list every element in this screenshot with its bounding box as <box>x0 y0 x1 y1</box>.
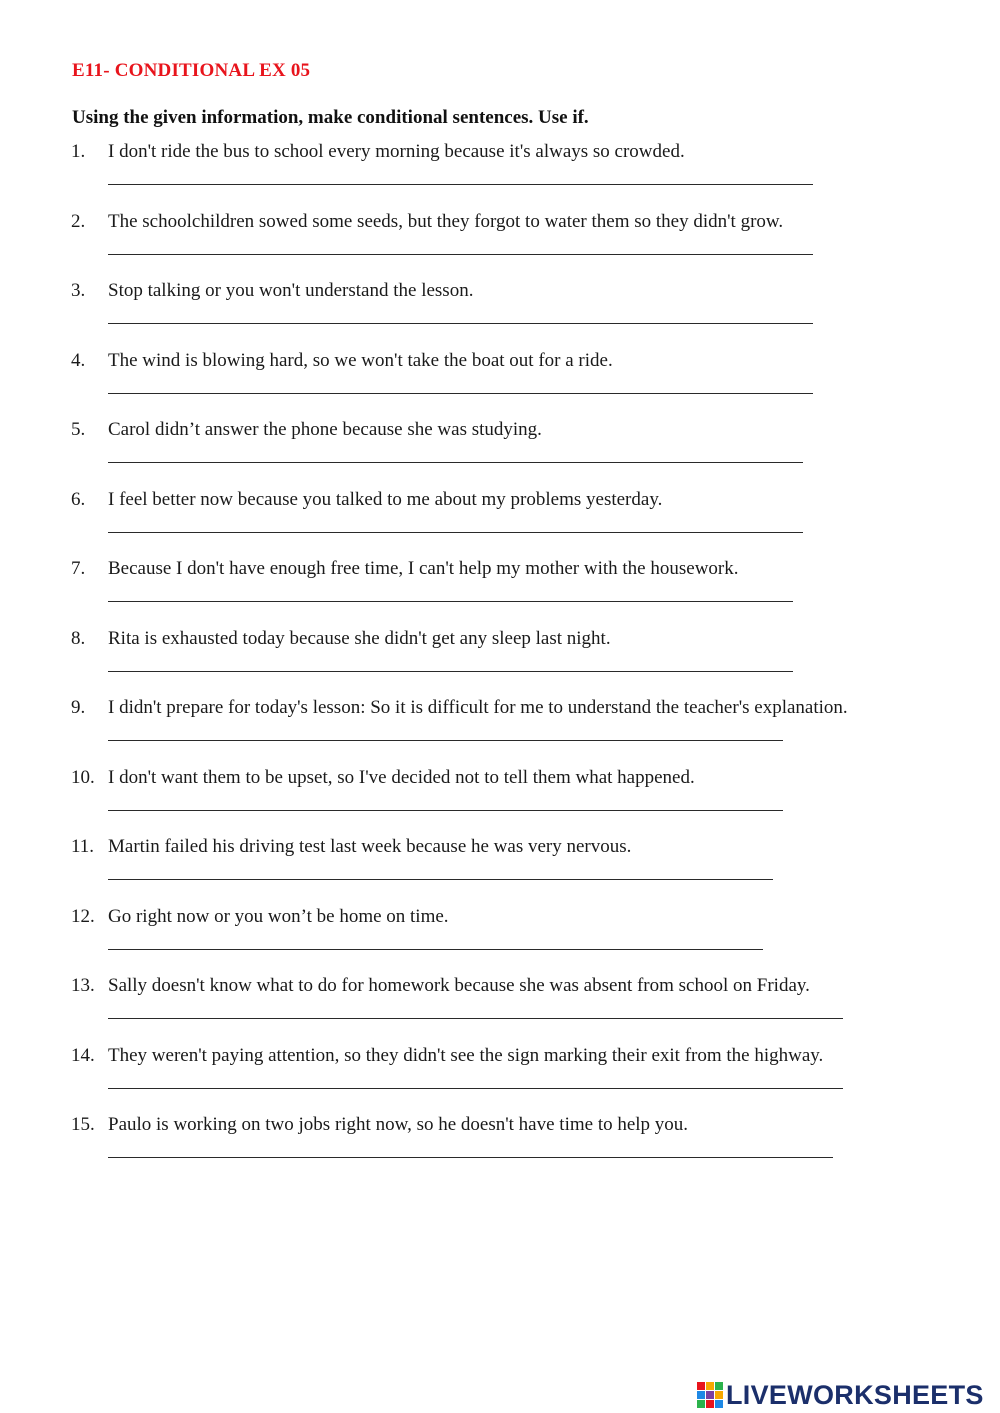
question-item <box>0 489 1000 549</box>
question-item <box>0 419 1000 479</box>
question-number: 5. <box>71 419 86 440</box>
logo-square <box>697 1400 705 1408</box>
question-text: I didn't prepare for today's lesson: So it is difficult for me to understand the teacher's explanation. <box>108 697 848 718</box>
question-text: Paulo is working on two jobs right now, so he doesn't have time to help you. <box>108 1114 689 1135</box>
answer-line[interactable] <box>108 601 793 602</box>
answer-line[interactable] <box>108 1018 843 1019</box>
question-text: I feel better now because you talked to me about my problems yesterday. <box>108 488 663 510</box>
question-text: The schoolchildren sowed some seeds, but they forgot to water them so they didn't grow. <box>108 210 784 232</box>
answer-line[interactable] <box>108 671 793 672</box>
question-text: The wind is blowing hard, so we won't take the boat out for a ride. <box>108 349 613 371</box>
answer-line[interactable] <box>108 184 813 185</box>
answer-line[interactable] <box>108 323 813 324</box>
question-text: Stop talking or you won't understand the lesson. <box>108 280 474 301</box>
logo-square <box>715 1382 723 1390</box>
question-item <box>0 141 1000 201</box>
logo-square <box>706 1400 714 1408</box>
liveworksheets-logo <box>697 1378 984 1412</box>
question-text: I don't ride the bus to school every morning because it's always so crowded. <box>108 141 685 162</box>
question-number: 2. <box>71 210 86 232</box>
logo-square <box>706 1382 714 1390</box>
answer-line[interactable] <box>108 879 773 880</box>
question-text: Rita is exhausted today because she didn't get any sleep last night. <box>108 627 611 649</box>
logo-square <box>697 1391 705 1399</box>
question-number: 1. <box>71 141 86 162</box>
question-text: Carol didn’t answer the phone because she was studying. <box>108 419 542 440</box>
question-number: 8. <box>71 627 86 649</box>
logo-square <box>706 1391 714 1399</box>
worksheet-title: E11- CONDITIONAL EX 05 <box>72 60 311 81</box>
answer-line[interactable] <box>108 1157 833 1158</box>
answer-line[interactable] <box>108 254 813 255</box>
question-number: 14. <box>71 1044 95 1066</box>
logo-text: LIVEWORKSHEETS <box>726 1379 984 1410</box>
question-item <box>0 975 1000 1035</box>
answer-line[interactable] <box>108 1088 843 1089</box>
answer-line[interactable] <box>108 532 803 533</box>
question-text: I don't want them to be upset, so I've decided not to tell them what happened. <box>108 766 695 788</box>
logo-square <box>715 1391 723 1399</box>
question-number: 15. <box>71 1114 95 1135</box>
question-number: 6. <box>71 488 86 510</box>
question-number: 13. <box>71 975 95 996</box>
question-text: Go right now or you won’t be home on time. <box>108 905 449 927</box>
answer-line[interactable] <box>108 462 803 463</box>
instruction-text: Using the given information, make conditional sentences. Use if. <box>72 107 589 128</box>
question-item <box>0 836 1000 896</box>
question-item <box>0 1114 1000 1174</box>
question-item <box>0 628 1000 688</box>
question-text: Martin failed his driving test last week because he was very nervous. <box>108 836 632 857</box>
question-item <box>0 1045 1000 1105</box>
logo-icon <box>697 1382 723 1408</box>
question-item <box>0 280 1000 340</box>
question-text: Sally doesn't know what to do for homework because she was absent from school on Friday. <box>108 975 810 996</box>
question-number: 10. <box>71 766 95 788</box>
question-text: Because I don't have enough free time, I can't help my mother with the housework. <box>108 558 739 579</box>
answer-line[interactable] <box>108 949 763 950</box>
logo-square <box>715 1400 723 1408</box>
question-item <box>0 558 1000 618</box>
question-number: 7. <box>71 558 86 579</box>
question-text: They weren't paying attention, so they didn't see the sign marking their exit from the highway. <box>108 1044 824 1066</box>
question-item <box>0 697 1000 757</box>
question-number: 12. <box>71 905 95 927</box>
question-item <box>0 906 1000 966</box>
question-item <box>0 767 1000 827</box>
answer-line[interactable] <box>108 393 813 394</box>
question-number: 3. <box>71 280 86 301</box>
answer-line[interactable] <box>108 740 783 741</box>
answer-line[interactable] <box>108 810 783 811</box>
question-number: 4. <box>71 349 86 371</box>
logo-square <box>697 1382 705 1390</box>
question-number: 9. <box>71 697 86 718</box>
question-number: 11. <box>71 836 95 857</box>
question-item <box>0 211 1000 271</box>
question-item <box>0 350 1000 410</box>
